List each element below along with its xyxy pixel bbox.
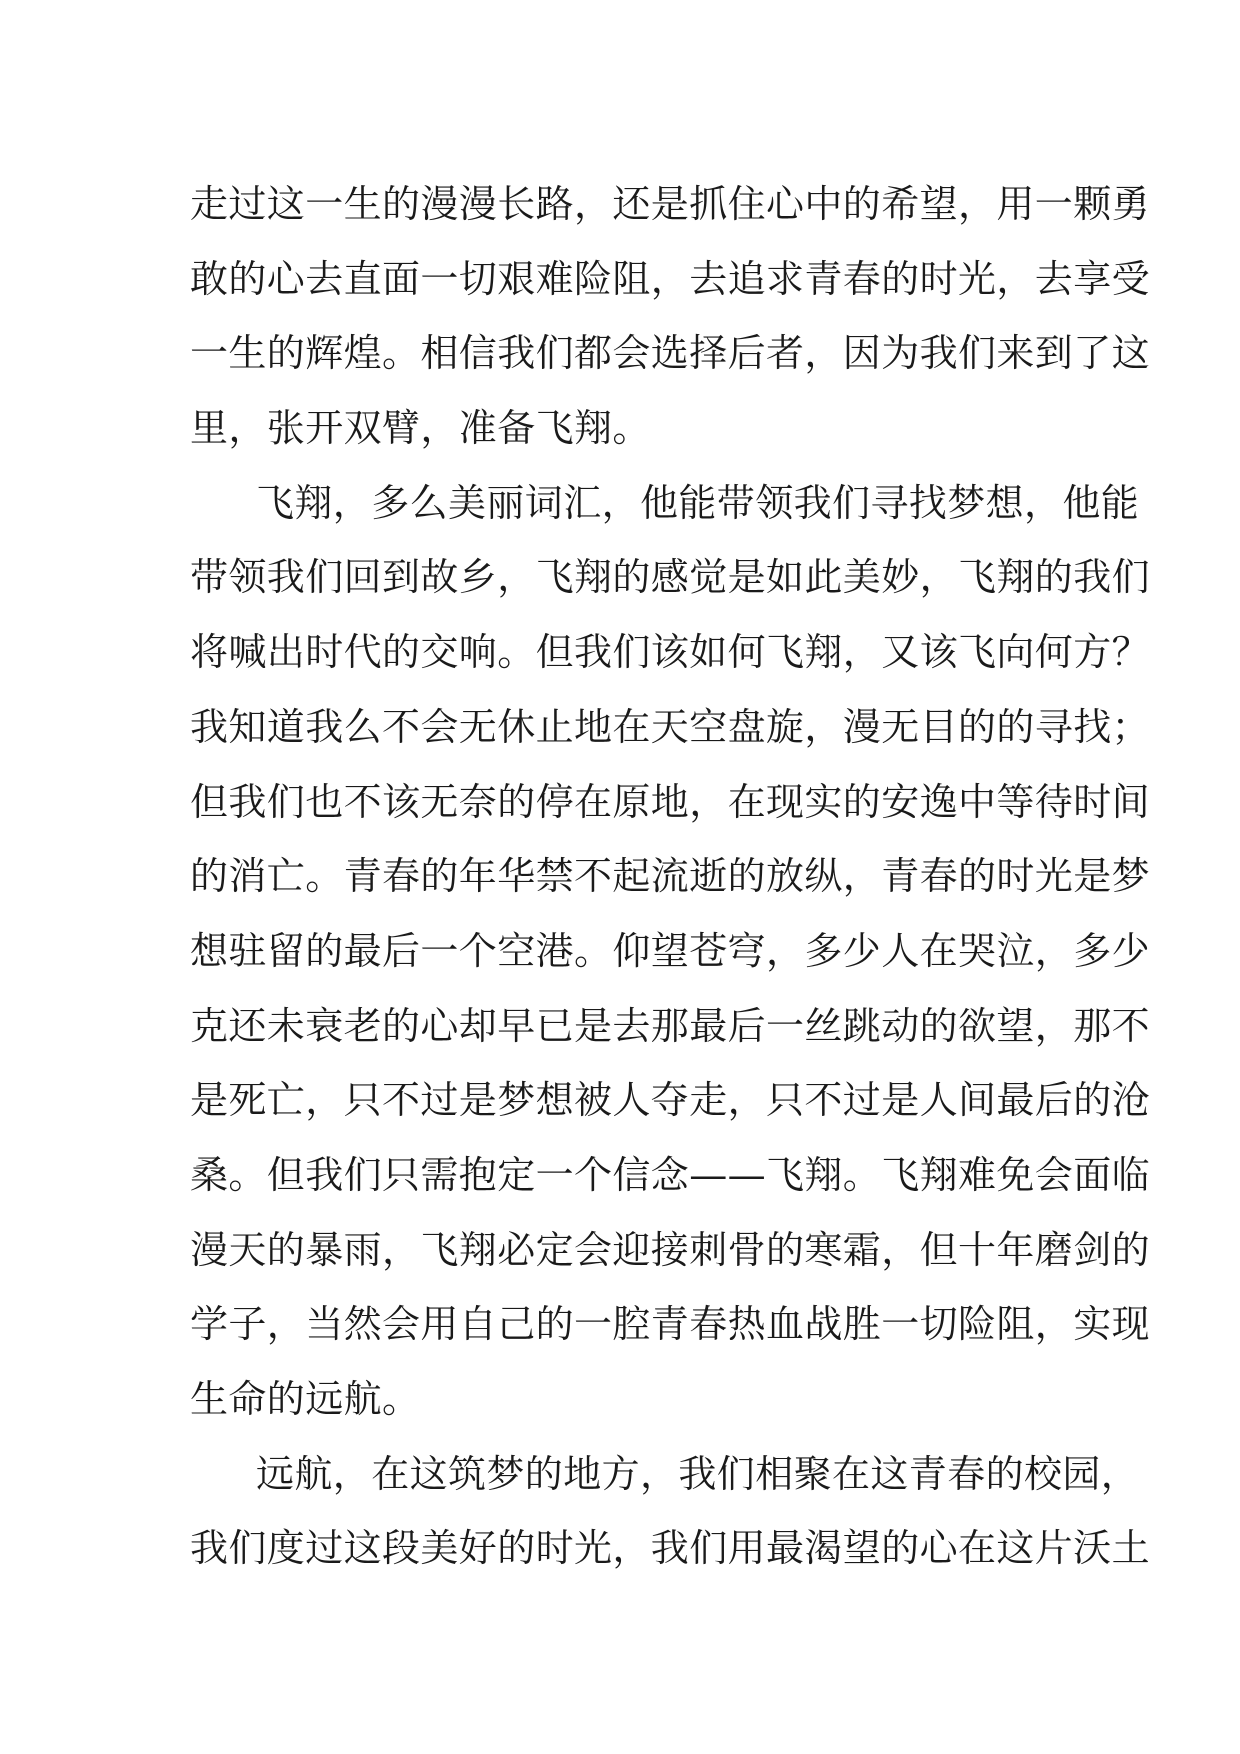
document-body (190, 167, 1151, 1586)
text-line: 是死亡，只不过是梦想被人夺走，只不过是人间最后的沧 (190, 1078, 1151, 1123)
text-line: 里，张开双臂，准备飞翔。 (190, 406, 651, 451)
text-line: 带领我们回到故乡，飞翔的感觉是如此美妙，飞翔的我们 (190, 555, 1151, 600)
paragraph-2 (190, 466, 1151, 1437)
paragraph-3 (190, 1437, 1151, 1586)
text-line: 想驻留的最后一个空港。仰望苍穹，多少人在哭泣，多少 (190, 928, 1151, 973)
text-line: 的消亡。青春的年华禁不起流逝的放纵，青春的时光是梦 (190, 854, 1151, 899)
text-line: 飞翔，多么美丽词汇，他能带领我们寻找梦想，他能 (256, 480, 1140, 525)
text-line: 但我们也不该无奈的停在原地，在现实的安逸中等待时间 (190, 779, 1151, 824)
text-line: 远航，在这筑梦的地方，我们相聚在这青春的校园， (256, 1451, 1140, 1496)
text-line: 我们度过这段美好的时光，我们用最渴望的心在这片沃土 (190, 1526, 1151, 1571)
paragraph-1 (190, 167, 1151, 466)
text-line: 我知道我么不会无休止地在天空盘旋，漫无目的的寻找； (190, 704, 1151, 749)
text-line: 生命的远航。 (190, 1377, 421, 1421)
text-line: 桑。但我们只需抱定一个信念——飞翔。飞翔难免会面临 (190, 1152, 1151, 1197)
text-line: 走过这一生的漫漫长路，还是抓住心中的希望，用一颗勇 (190, 182, 1151, 226)
text-line: 学子，当然会用自己的一腔青春热血战胜一切险阻，实现 (190, 1302, 1151, 1347)
text-line: 一生的辉煌。相信我们都会选择后者，因为我们来到了这 (190, 331, 1151, 376)
text-line: 克还未衰老的心却早已是去那最后一丝跳动的欲望，那不 (190, 1003, 1151, 1048)
text-line: 敢的心去直面一切艰难险阻，去追求青春的时光，去享受 (190, 256, 1151, 301)
text-line: 将喊出时代的交响。但我们该如何飞翔，又该飞向何方？ (190, 630, 1151, 675)
text-line: 漫天的暴雨，飞翔必定会迎接刺骨的寒霜，但十年磨剑的 (190, 1227, 1151, 1272)
